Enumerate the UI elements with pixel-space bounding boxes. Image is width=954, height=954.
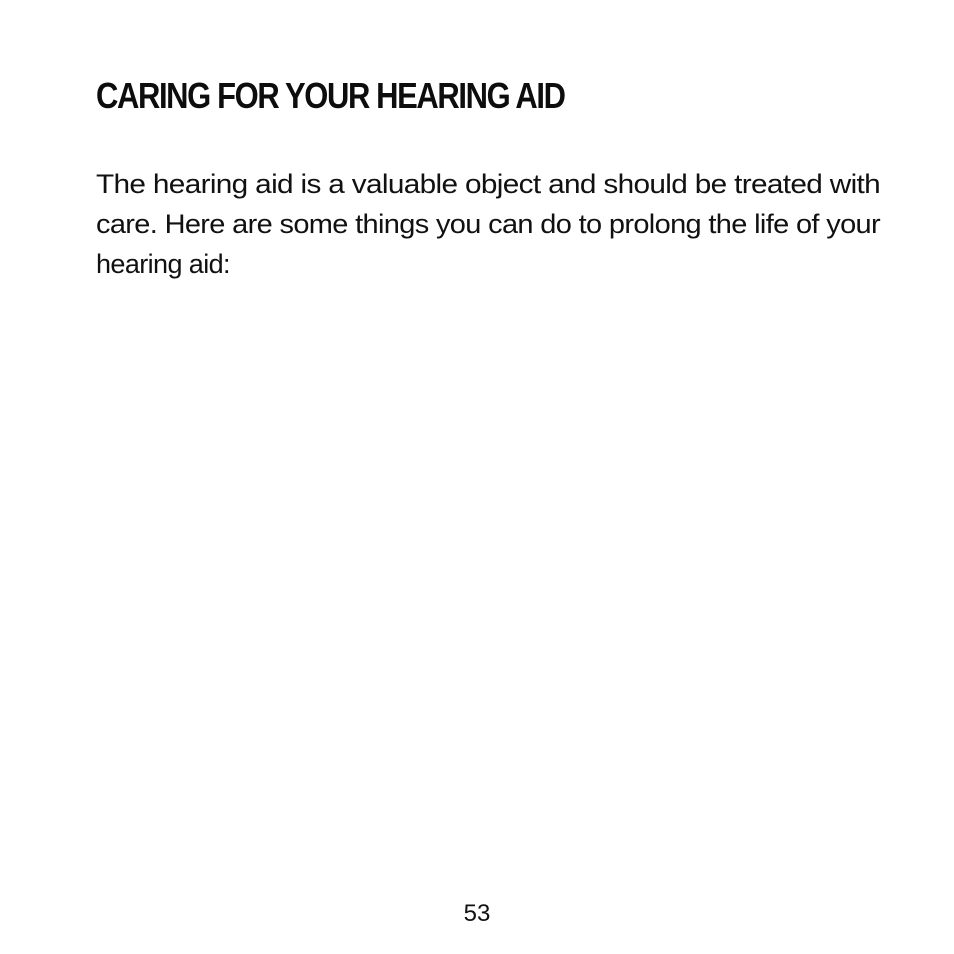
- paragraph-line: care. Here are some things you can do to prolong the life of your: [96, 209, 881, 239]
- page-number: 53: [463, 900, 491, 927]
- page-title: CARING FOR YOUR HEARING AID: [96, 75, 565, 116]
- intro-paragraph: [96, 164, 880, 284]
- paragraph-line: The hearing aid is a valuable object and should be treated with: [96, 169, 881, 199]
- paragraph-line: hearing aid:: [96, 249, 230, 279]
